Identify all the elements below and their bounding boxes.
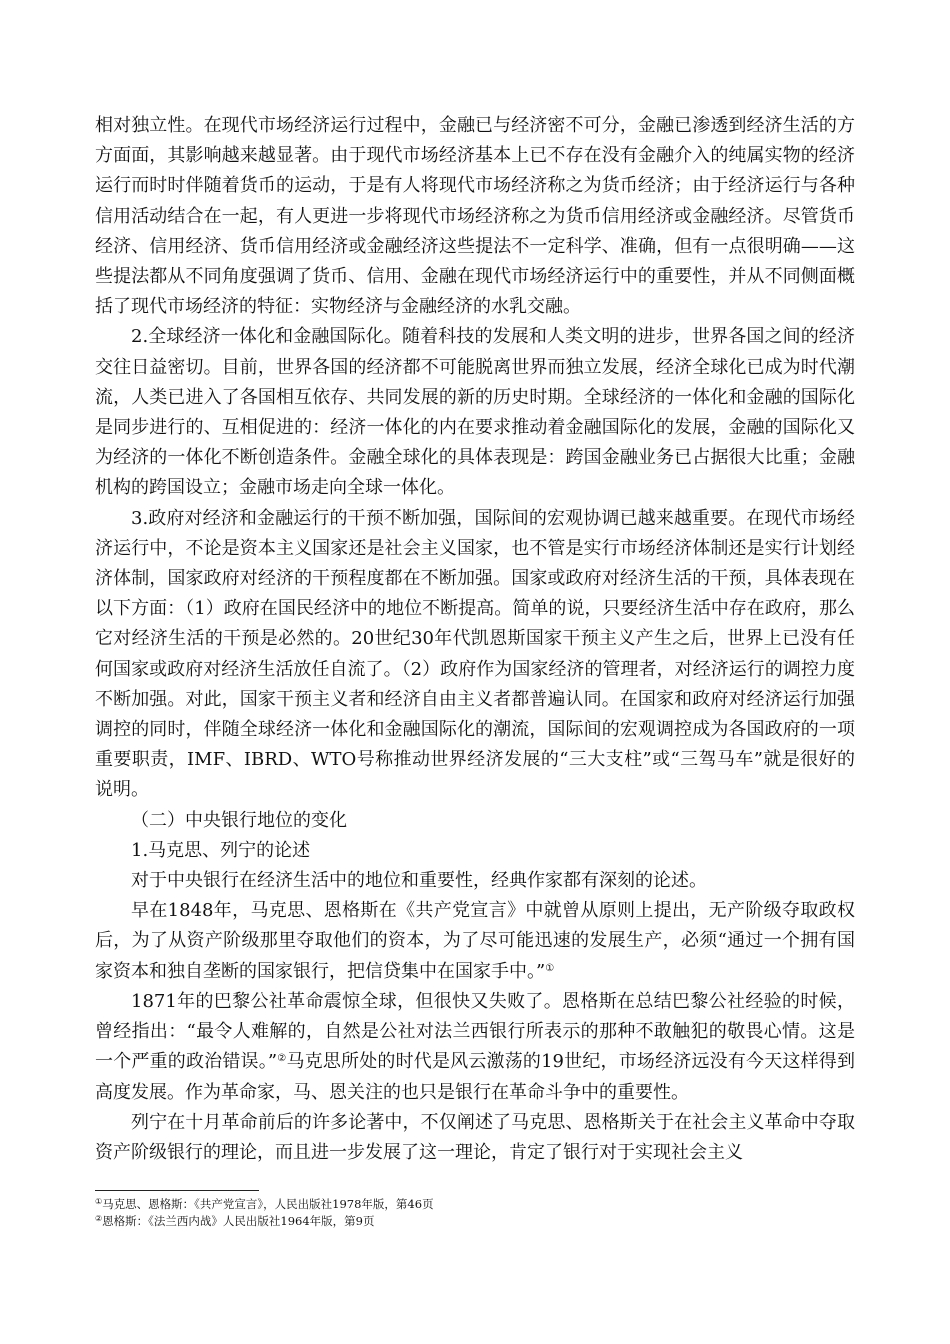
subsection-heading: 1.马克思、列宁的论述 xyxy=(131,839,311,861)
paragraph-globalization: 2.全球经济一体化和金融国际化。随着科技的发展和人类文明的进步，世界各国之间的经济交往日益密切。目前，世界各国的经济都不可能脱离世界而独立发展，经济全球化已成为时代潮流，人类已进入了各国相互依存、共同发展的新的历史时期。全球经济的一体化和金融的国际化是同步进行的、互相促进的：经济一体化的内在要求推动着金融国际化的发展，金融的国际化又为经济的一体化不断创造条件。金融全球化的具体表现是：跨国金融业务已占据很大比重；金融机构的跨国设立；金融市场走向全球一体化。 xyxy=(95,326,855,499)
footnote-ref[interactable]: ① xyxy=(545,962,555,974)
footnote-mark: ① xyxy=(95,1197,103,1206)
footnote-item xyxy=(95,1196,855,1213)
footnote-ref[interactable]: ② xyxy=(277,1053,287,1065)
paragraph-text: 马克思所处的时代是风云激荡的19世纪，市场经济远没有今天这样得到高度发展。作为革命家，马、恩关注的也只是银行在革命斗争中的重要性。 xyxy=(95,1051,855,1103)
paragraph-communist-manifesto xyxy=(95,896,855,987)
footnotes xyxy=(95,1196,855,1230)
footnote-item xyxy=(95,1213,855,1230)
paragraph-paris-commune xyxy=(95,987,855,1108)
paragraph-intro: 相对独立性。在现代市场经济运行过程中，金融已与经济密不可分，金融已渗透到经济生活的方方面面，其影响越来越显著。由于现代市场经济基本上已不存在没有金融介入的纯属实物的经济运行而时时伴随着货币的运动，于是有人将现代市场经济称之为货币经济；由于经济运行与各种信用活动结合在一起，有人更进一步将现代市场经济称之为货币信用经济或金融经济。尽管货币经济、信用经济、货币信用经济或金融经济这些提法不一定科学、准确，但有一点很明确——这些提法都从不同角度强调了货币、信用、金融在现代市场经济运行中的重要性，并从不同侧面概括了现代市场经济的特征：实物经济与金融经济的水乳交融。 xyxy=(95,115,855,318)
paragraph-text: 1871年的巴黎公社革命震惊全球，但很快又失败了。恩格斯在总结巴黎公社经验的时候，曾经指出：“最令人难解的，自然是公社对法兰西银行所表示的那种不敢触犯的敬畏心情。这是一个严重的政治错误。” xyxy=(95,990,855,1073)
paragraph-classic-writers: 对于中央银行在经济生活中的地位和重要性，经典作家都有深刻的论述。 xyxy=(131,870,707,892)
footnote-separator xyxy=(95,1190,259,1191)
section-heading: （二）中央银行地位的变化 xyxy=(131,809,347,831)
footnote-text: 马克思、恩格斯：《共产党宣言》，人民出版社1978年版，第46页 xyxy=(102,1197,434,1211)
footnote-mark: ② xyxy=(95,1214,103,1223)
paragraph-lenin: 列宁在十月革命前后的许多论著中，不仅阐述了马克思、恩格斯关于在社会主义革命中夺取资产阶级银行的理论，而且进一步发展了这一理论，肯定了银行对于实现社会主义 xyxy=(95,1111,855,1163)
paragraph-text: 早在1848年，马克思、恩格斯在《共产党宣言》中就曾从原则上提出，无产阶级夺取政权后，为了从资产阶级那里夺取他们的资本，为了尽可能迅速的发展生产，必须“通过一个拥有国家资本和独自垄断的国家银行，把信贷集中在国家手中。” xyxy=(95,900,855,982)
paragraph-government-intervention: 3.政府对经济和金融运行的干预不断加强，国际间的宏观协调已越来越重要。在现代市场经济运行中，不论是资本主义国家还是社会主义国家，也不管是实行市场经济体制还是实行计划经济体制，国家政府对经济的干预程度都在不断加强。国家或政府对经济生活的干预，具体表现在以下方面：（1）政府在国民经济中的地位不断提高。简单的说，只要经济生活中存在政府，那么它对经济生活的干预是必然的。20世纪30年代凯恩斯国家干预主义产生之后，世界上已没有任何国家或政府对经济生活放任自流了。（2）政府作为国家经济的管理者，对经济运行的调控力度不断加强。对此，国家干预主义者和经济自由主义者都普遍认同。在国家和政府对经济运行加强调控的同时，伴随全球经济一体化和金融国际化的潮流，国际间的宏观调控成为各国政府的一项重要职责，IMF、IBRD、WTO号称推动世界经济发展的“三大支柱”或“三驾马车”就是很好的说明。 xyxy=(95,507,855,801)
document-body xyxy=(95,111,855,1168)
footnote-text: 恩格斯：《法兰西内战》人民出版社1964年版，第9页 xyxy=(102,1214,375,1228)
